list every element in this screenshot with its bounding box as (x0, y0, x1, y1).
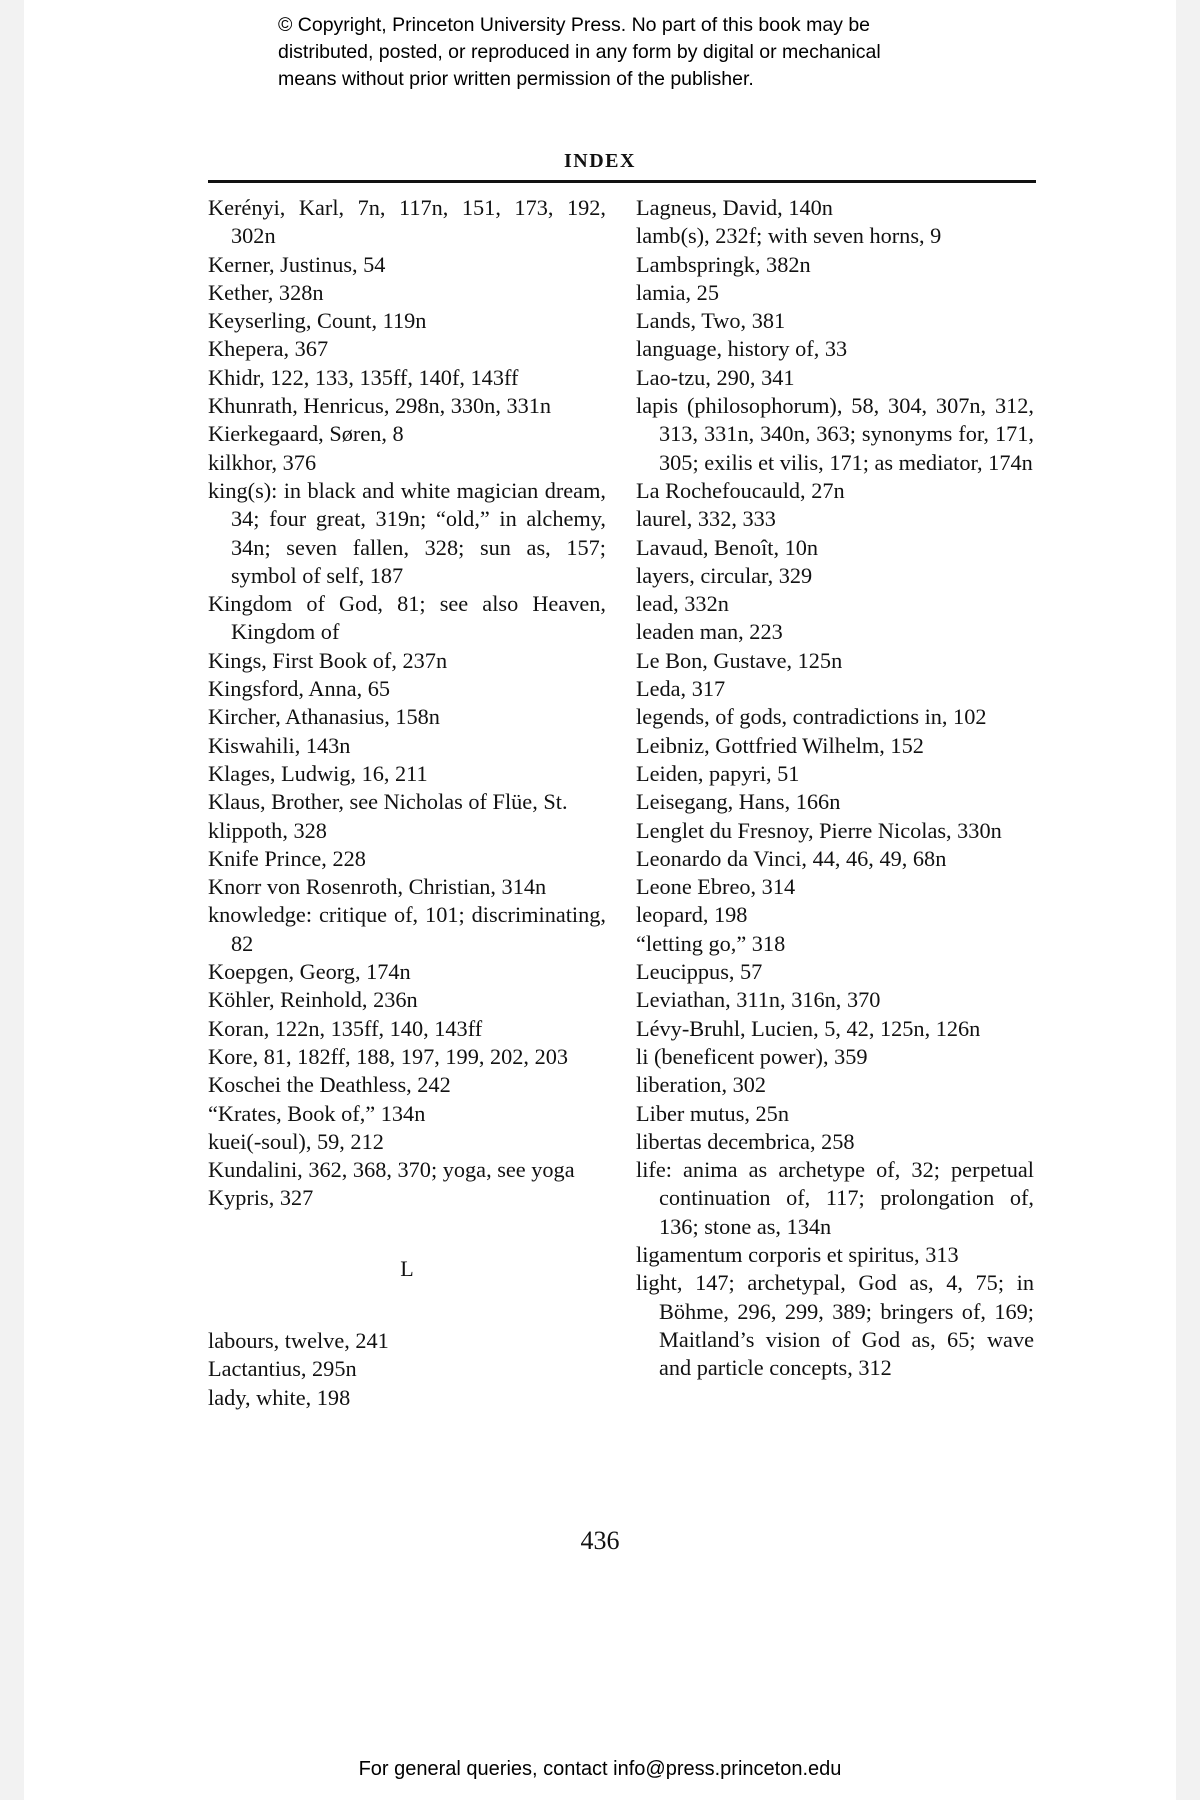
index-entry: Kerényi, Karl, 7n, 117n, 151, 173, 192, 302n (208, 195, 606, 249)
index-entry: Lambspringk, 382n (636, 251, 811, 277)
title-rule (208, 180, 1036, 183)
index-entry: Leone Ebreo, 314 (636, 874, 796, 900)
index-column-right (636, 194, 1034, 1382)
index-entry: Lévy-Bruhl, Lucien, 5, 42, 125n, 126n (636, 1015, 981, 1041)
index-entry: Khepera, 367 (208, 336, 329, 362)
index-entry: Kundalini, 362, 368, 370; yoga, see yoga (208, 1157, 575, 1183)
index-entry: Leibniz, Gottfried Wilhelm, 152 (636, 732, 924, 758)
index-entry: ligamentum corporis et spiritus, 313 (636, 1241, 959, 1267)
copyright-line: © Copyright, Princeton University Press. No part of this book may be (278, 14, 871, 36)
index-entry: lead, 332n (636, 591, 729, 617)
index-entry: li (beneficent power), 359 (636, 1043, 868, 1069)
entry-list-l-continued (636, 194, 1034, 1382)
index-entry: Lactantius, 295n (208, 1356, 357, 1382)
index-entry: language, history of, 33 (636, 336, 848, 362)
index-entry: Khidr, 122, 133, 135ff, 140f, 143ff (208, 364, 519, 390)
index-entry: Koran, 122n, 135ff, 140, 143ff (208, 1015, 483, 1041)
index-entry: Kiswahili, 143n (208, 732, 351, 758)
index-entry: “Krates, Book of,” 134n (208, 1100, 426, 1126)
index-entry: Le Bon, Gustave, 125n (636, 647, 843, 673)
index-entry: king(s): in black and white magician dream, 34; four great, 319n; “old,” in alchemy, 34n; seven fallen, 328; sun as, 157; symbol of self, 187 (208, 477, 606, 588)
index-entry: Kerner, Justinus, 54 (208, 251, 386, 277)
index-entry: Kypris, 327 (208, 1185, 314, 1211)
section-letter: L (400, 1255, 414, 1281)
index-entry: Leviathan, 311n, 316n, 370 (636, 987, 881, 1013)
index-column-left (208, 194, 606, 1412)
index-entry: lapis (philosophorum), 58, 304, 307n, 312, 313, 331n, 340n, 363; synonyms for, 171, 305; exilis et vilis, 171; as mediator, 174n (636, 393, 1034, 475)
index-entry: lamb(s), 232f; with seven horns, 9 (636, 223, 942, 249)
index-entry: knowledge: critique of, 101; discriminating, 82 (208, 902, 606, 956)
entry-list-k (208, 194, 606, 1213)
index-entry: kuei(-soul), 59, 212 (208, 1128, 384, 1154)
index-entry: Lao-tzu, 290, 341 (636, 364, 795, 390)
entry-list-l (208, 1327, 606, 1412)
index-entry: liberation, 302 (636, 1072, 767, 1098)
index-entry: leaden man, 223 (636, 619, 783, 645)
index-entry: Kircher, Athanasius, 158n (208, 704, 440, 730)
index-entry: Knife Prince, 228 (208, 845, 366, 871)
footer-contact: For general queries, contact info@press.princeton.edu (358, 1758, 842, 1780)
index-entry: Kingsford, Anna, 65 (208, 676, 391, 702)
page-title: INDEX (564, 150, 636, 172)
index-entry: Köhler, Reinhold, 236n (208, 987, 418, 1013)
index-entry: Leisegang, Hans, 166n (636, 789, 841, 815)
index-entry: Leonardo da Vinci, 44, 46, 49, 68n (636, 845, 947, 871)
index-entry: Klages, Ludwig, 16, 211 (208, 760, 428, 786)
index-entry: Leda, 317 (636, 676, 726, 702)
index-entry: labours, twelve, 241 (208, 1327, 389, 1353)
page-number: 436 (580, 1526, 620, 1555)
index-entry: “letting go,” 318 (636, 930, 786, 956)
index-entry: Koschei the Deathless, 242 (208, 1072, 451, 1098)
index-entry: Kierkegaard, Søren, 8 (208, 421, 404, 447)
index-entry: klippoth, 328 (208, 817, 327, 843)
index-entry: Khunrath, Henricus, 298n, 330n, 331n (208, 393, 552, 419)
index-entry: lamia, 25 (636, 279, 719, 305)
index-entry: Lands, Two, 381 (636, 308, 786, 334)
index-entry: life: anima as archetype of, 32; perpetual continuation of, 117; prolongation of, 136; stone as, 134n (636, 1157, 1034, 1239)
index-entry: leopard, 198 (636, 902, 748, 928)
index-entry: light, 147; archetypal, God as, 4, 75; in Böhme, 296, 299, 389; bringers of, 169; Maitland’s vision of God as, 65; wave and particle concepts, 312 (636, 1270, 1034, 1381)
index-entry: Keyserling, Count, 119n (208, 308, 427, 334)
index-entry: Kore, 81, 182ff, 188, 197, 199, 202, 203 (208, 1043, 569, 1069)
index-entry: Leiden, papyri, 51 (636, 760, 800, 786)
index-entry: Lagneus, David, 140n (636, 195, 833, 220)
index-entry: Klaus, Brother, see Nicholas of Flüe, St. (208, 789, 568, 815)
index-entry: Lavaud, Benoît, 10n (636, 534, 819, 560)
index-entry: Kether, 328n (208, 279, 324, 305)
index-entry: kilkhor, 376 (208, 449, 317, 475)
index-entry: Leucippus, 57 (636, 959, 763, 985)
index-entry: laurel, 332, 333 (636, 506, 776, 532)
index-entry: La Rochefoucauld, 27n (636, 477, 845, 503)
index-entry: libertas decembrica, 258 (636, 1128, 855, 1154)
index-entry: Lenglet du Fresnoy, Pierre Nicolas, 330n (636, 817, 1002, 843)
index-entry: legends, of gods, contradictions in, 102 (636, 704, 987, 730)
index-entry: Koepgen, Georg, 174n (208, 959, 411, 985)
copyright-line: means without prior written permission of the publisher. (278, 68, 754, 90)
index-entry: Kings, First Book of, 237n (208, 647, 448, 673)
copyright-line: distributed, posted, or reproduced in any form by digital or mechanical (278, 41, 881, 63)
index-entry: Knorr von Rosenroth, Christian, 314n (208, 874, 547, 900)
copyright-notice (278, 12, 998, 93)
index-entry: Kingdom of God, 81; see also Heaven, Kingdom of (208, 591, 606, 645)
index-entry: layers, circular, 329 (636, 562, 813, 588)
index-entry: Liber mutus, 25n (636, 1100, 789, 1126)
index-entry: lady, white, 198 (208, 1384, 351, 1410)
